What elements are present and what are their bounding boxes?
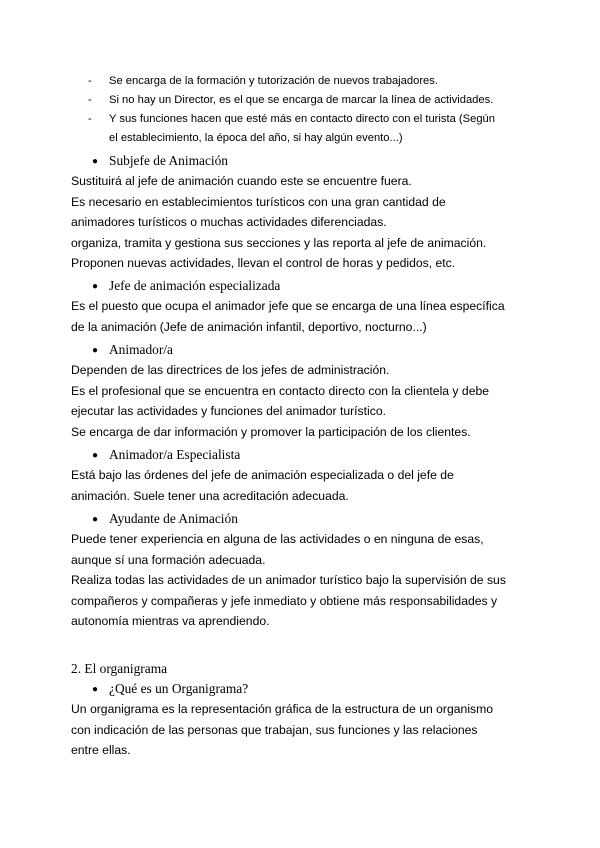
section-heading-text: ¿Qué es un Organigrama? <box>109 681 249 696</box>
body-line: con indicación de las personas que trabajan, sus funciones y las relaciones <box>71 722 478 737</box>
dash-marker: - <box>88 94 92 106</box>
list-item <box>88 72 558 91</box>
bullet-icon: ● <box>92 156 99 167</box>
body-line: Puede tener experiencia en alguna de las actividades o en ninguna de esas, <box>71 532 484 546</box>
bullet-icon: ● <box>92 684 99 695</box>
section-heading-subjefe <box>92 152 228 171</box>
body-line: Se encarga de dar información y promover la participación de los clientes. <box>71 424 471 439</box>
section-body-subjefe <box>71 171 541 274</box>
section-heading-text: Subjefe de Animación <box>109 153 228 168</box>
bullet-icon: ● <box>92 514 99 525</box>
body-line: organiza, tramita y gestiona sus secciones y las reporta al jefe de animación. <box>71 235 487 250</box>
body-line: entre ellas. <box>71 743 131 757</box>
section-heading-text: Ayudante de Animación <box>109 511 238 526</box>
section-heading-animador-especialista <box>92 446 240 465</box>
body-line: Un organigrama es la representación gráfica de la estructura de un organismo <box>71 702 494 716</box>
body-line: Es el profesional que se encuentra en contacto directo con la clientela y debe <box>71 383 490 398</box>
section-heading-ayudante <box>92 510 238 529</box>
section-body-ayudante <box>71 529 541 632</box>
body-line: Es el puesto que ocupa el animador jefe que se encarga de una línea específica <box>71 299 505 313</box>
body-line: ejecutar las actividades y funciones del animador turístico. <box>71 404 387 418</box>
section-title-organigrama: 2. El organigrama <box>71 661 168 676</box>
dash-marker: - <box>88 75 92 87</box>
body-line: de la animación (Jefe de animación infantil, deportivo, nocturno...) <box>71 319 427 334</box>
body-line: animación. Suele tener una acreditación adecuada. <box>71 488 349 503</box>
list-item-text: Si no hay un Director, es el que se encarga de marcar la línea de actividades. <box>109 94 494 106</box>
list-item-text: Se encarga de la formación y tutorización de nuevos trabajadores. <box>109 75 438 87</box>
body-line: Dependen de las directrices de los jefes de administración. <box>71 363 390 377</box>
section-heading-que-es-organigrama <box>92 680 248 699</box>
list-item-text: Y sus funciones hacen que esté más en contacto directo con el turista (Según <box>109 113 495 125</box>
section-body-animador <box>71 360 541 442</box>
section-heading-text: Jefe de animación especializada <box>109 278 281 293</box>
section-heading-animador <box>92 341 173 360</box>
section-body-organigrama <box>71 699 541 761</box>
section-heading-text: Animador/a <box>109 342 173 357</box>
body-line: Proponen nuevas actividades, llevan el control de horas y pedidos, etc. <box>71 256 456 270</box>
bullet-icon: ● <box>92 281 99 292</box>
intro-dash-list <box>88 72 558 148</box>
body-line: Está bajo las órdenes del jefe de animación especializada o del jefe de <box>71 468 454 482</box>
list-item-text: el establecimiento, la época del año, si hay algún evento...) <box>109 132 403 144</box>
body-line: Es necesario en establecimientos turísticos con una gran cantidad de <box>71 194 446 209</box>
body-line: Sustituirá al jefe de animación cuando este se encuentre fuera. <box>71 174 412 188</box>
section-body-animador-especialista <box>71 465 541 506</box>
section-heading-text: Animador/a Especialista <box>109 447 241 462</box>
list-item <box>88 110 558 148</box>
body-line: autonomía mientras va aprendiendo. <box>71 614 270 628</box>
bullet-icon: ● <box>92 450 99 461</box>
body-line: Realiza todas las actividades de un animador turístico bajo la supervisión de sus <box>71 573 506 587</box>
bullet-icon: ● <box>92 345 99 356</box>
list-item <box>88 91 558 110</box>
body-line: aunque sí una formación adecuada. <box>71 552 266 567</box>
section-body-jefe-especializada <box>71 296 541 337</box>
dash-marker: - <box>88 113 92 125</box>
section-heading-jefe-especializada <box>92 277 280 296</box>
body-line: animadores turísticos o muchas actividades diferenciadas. <box>71 215 387 229</box>
body-line: compañeros y compañeras y jefe inmediato y obtiene más responsabilidades y <box>71 593 498 608</box>
